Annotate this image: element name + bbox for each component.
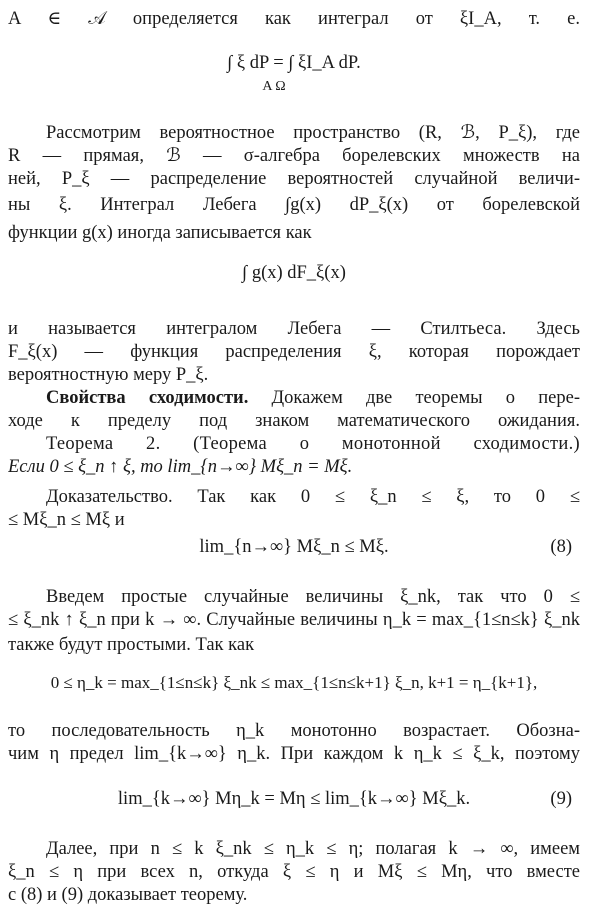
formula-max-chain: 0 ≤ η_k = max_{1≤n≤k} ξ_nk ≤ max_{1≤n≤k+1} ξ_n, k+1 = η_{k+1}, — [50, 673, 538, 692]
text-line-28: ξ_n ≤ η при всех n, откуда ξ ≤ η и Mξ ≤ Mη, что вместе — [8, 862, 580, 882]
section-heading-rest: Докажем две теоремы о пере- — [248, 388, 580, 408]
formula-integral-indicator: ∫ ξ dP = ∫ ξI_A dP. — [227, 53, 361, 73]
text-line-12: вероятностную меру P_ξ. — [8, 365, 209, 385]
text-line-22: также будут простыми. Так как — [8, 635, 255, 655]
text-line-1: A ∈ 𝒜 определяется как интеграл от ξI_A, т. е. — [8, 9, 580, 29]
formula-9: lim_{k→∞} Mη_k = Mη ≤ lim_{k→∞} Mξ_k. — [117, 789, 471, 809]
section-heading: Свойства сходимости. — [46, 388, 249, 408]
theorem-statement: Если 0 ≤ ξ_n ↑ ξ, то lim_{n→∞} Mξ_n = Mξ. — [8, 457, 353, 477]
equation-number-8: (8) — [550, 537, 572, 557]
text-line-24: то последовательность η_k монотонно возрастает. Обозна- — [8, 721, 580, 741]
theorem-title: Теорема 2. (Теорема о монотонной сходимости.) — [46, 434, 580, 454]
text-line-7: ны ξ. Интеграл Лебега ∫g(x) dP_ξ(x) от борелевской — [8, 195, 580, 215]
text-line-11: F_ξ(x) — функция распределения ξ, которая порождает — [8, 342, 580, 362]
text-line-29: с (8) и (9) доказывает теорему. — [8, 885, 248, 905]
text-line-13 — [46, 387, 580, 409]
formula-integral-limits: A Ω — [262, 79, 286, 94]
text-line-27: Далее, при n ≤ k ξ_nk ≤ η_k ≤ η; полагая k → ∞, имеем — [46, 839, 580, 859]
formula-8: lim_{n→∞} Mξ_n ≤ Mξ. — [199, 537, 389, 557]
text-line-6: ней, P_ξ — распределение вероятностей случайной величи- — [8, 169, 580, 189]
text-line-21: ≤ ξ_nk ↑ ξ_n при k → ∞. Случайные величины η_k = max_{1≤n≤k} ξ_nk — [8, 610, 580, 630]
text-line-20: Введем простые случайные величины ξ_nk, так что 0 ≤ — [46, 587, 580, 607]
text-line-5: R — прямая, ℬ — σ-алгебра борелевских множеств на — [8, 146, 580, 166]
text-line-4: Рассмотрим вероятностное пространство (R, ℬ, P_ξ), где — [46, 123, 580, 143]
formula-lebesgue-stieltjes: ∫ g(x) dF_ξ(x) — [242, 263, 346, 283]
text-line-8: функции g(x) иногда записывается как — [8, 223, 312, 243]
proof-line-2: ≤ Mξ_n ≤ Mξ и — [8, 510, 125, 530]
equation-number-9: (9) — [550, 789, 572, 809]
text-line-14: ходе к пределу под знаком математического ожидания. — [8, 411, 580, 431]
text-line-25: чим η предел lim_{k→∞} η_k. При каждом k η_k ≤ ξ_k, поэтому — [8, 744, 580, 764]
proof-line-1: Доказательство. Так как 0 ≤ ξ_n ≤ ξ, то 0 ≤ — [46, 487, 580, 507]
text-line-10: и называется интегралом Лебега — Стилтьеса. Здесь — [8, 319, 580, 339]
